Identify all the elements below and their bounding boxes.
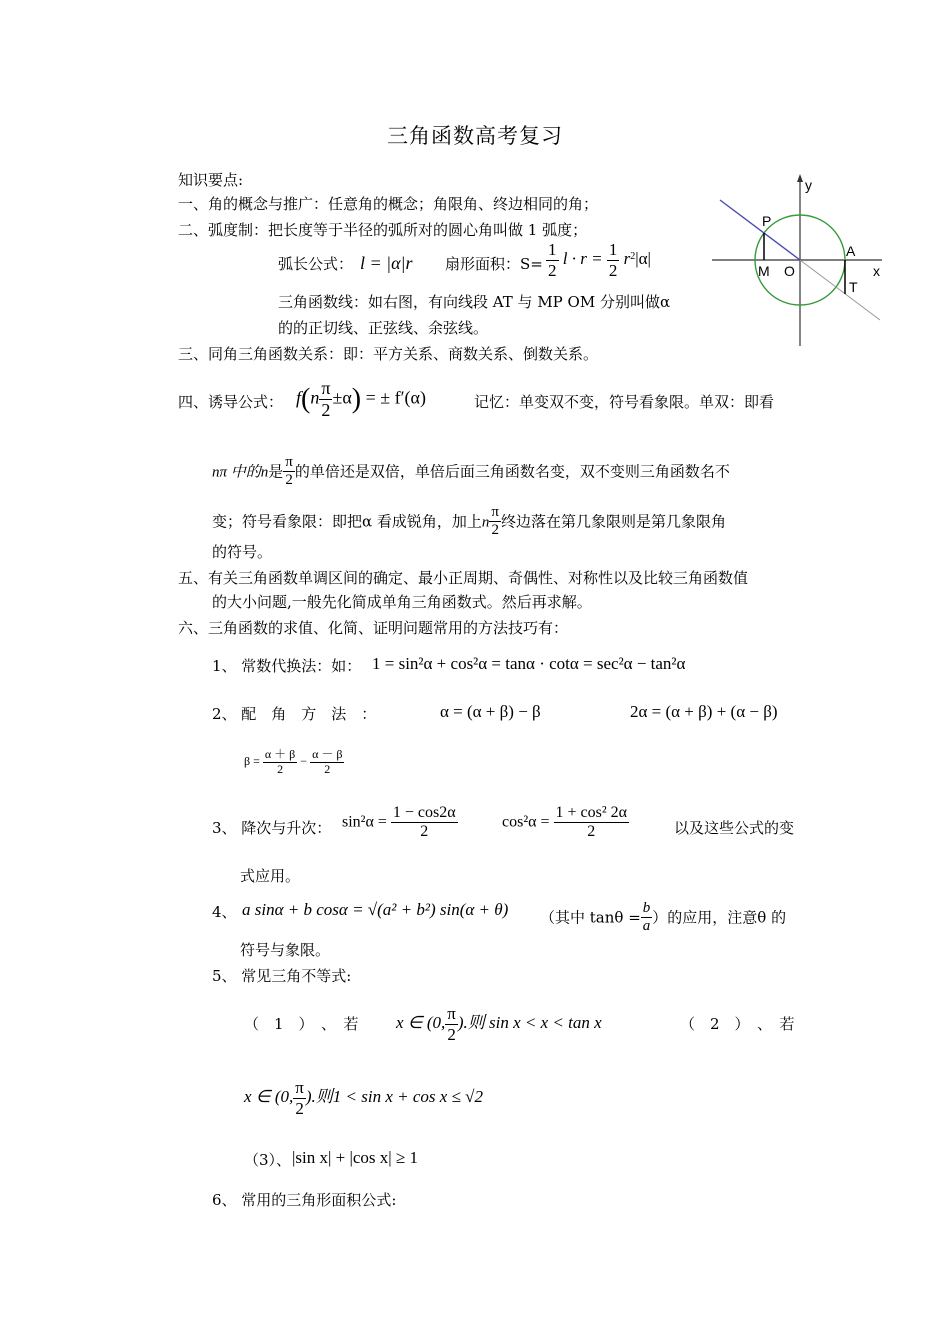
trig-line-text-2: 的的正切线、正弦线、余弦线。 [278,319,489,337]
induction-formula: f(n $\frac{\pi}{2}$ ±α) = ± f′(α) [296,378,426,420]
unit-circle-figure [708,172,888,348]
method-3-tail-2: 式应用。 [240,867,301,885]
inequality-1-formula: x ∈ (0, $\frac{\pi}{2}$ ).则 sin x < x < tan x [396,1004,602,1044]
inequality-3-label: （3）、 [244,1151,292,1169]
y-arrow [797,174,803,182]
intro-heading: 知识要点: [178,171,244,189]
section-3: 三、同角三角函数关系：即：平方关系、商数关系、倒数关系。 [178,345,599,363]
method-4-label: 4、 [212,903,237,921]
section-1: 一、角的概念与推广：任意角的概念；角限角、终边相同的角； [178,195,599,213]
section-2: 二、弧度制：把长度等于半径的弧所对的圆心角叫做 1 弧度； [178,221,588,239]
terminal-side [720,200,800,260]
method-2-formula-1: α = (α + β) − β [440,702,541,721]
section-5-line-2: 的大小问题,一般先化简成单角三角函数式。然后再求解。 [212,593,592,611]
sector-area-label: 扇形面积：S= [445,255,543,273]
section-4-line-4: 的符号。 [212,543,273,561]
section-4-line-2: nπ 中的n是 $\frac{\pi}{2}$ 的单倍还是双倍，单倍后面三角函数名变，双不变则三角函数名不 [212,454,730,489]
trig-line-text-1: 三角函数线：如右图，有向线段 AT 与 MP OM 分别叫做α [278,293,671,311]
arc-length-label: 弧长公式： [278,255,354,273]
method-5-label: 5、 常见三角不等式: [212,967,352,985]
extension-line [800,260,880,320]
label-P: P [762,213,772,229]
section-4-label: 四、诱导公式： [178,393,284,411]
method-3-formula-sin: sin²α = $\frac{1 - \cos 2\alpha}{2}$ [342,804,456,841]
method-2-label: 2、 配 角 方 法 ： [212,705,377,723]
method-4-tail-2: 符号与象限。 [240,941,331,959]
sector-area-formula: $\frac{1}{2}$ l · r = $\frac{1}{2}$ $r^2|\alpha|$ [548,240,651,280]
page-title: 三角函数高考复习 [387,124,563,148]
method-2-formula-2: 2α = (α + β) + (α − β) [630,702,778,721]
inequality-2-formula: x ∈ (0, $\frac{\pi}{2}$ ).则1 < sin x + cos x ≤ √2 [244,1078,483,1118]
method-3-label: 3、 降次与升次： [212,819,332,837]
method-4-formula: a sinα + b cosα = √(a² + b²) sin(α + θ) [242,900,509,919]
method-2-beta-formula: β = $\frac{\alpha + \beta}{2}$ − $\frac{\alpha - \beta}{2}$ [244,747,343,776]
section-4-line-3: 变；符号看象限：即把α 看成锐角，加上n $\frac{\pi}{2}$ 终边落在第几象限则是第几象限角 [212,504,726,539]
label-M: M [758,263,770,279]
label-T: T [849,279,858,295]
inequality-2-label: （ 2 ） 、 若 [680,1015,795,1033]
label-A: A [846,243,856,259]
method-3-formula-cos: cos²α = $\frac{\text{1 + cos² 2α}}{2}$ [502,804,628,841]
label-x: x [873,263,880,279]
method-1-formula: 1 = sin²α + cos²α = tanα · cotα = sec²α − tan²α [372,654,686,673]
arc-length-formula: l = |α|r [360,253,413,273]
method-3-tail: 以及这些公式的变 [674,819,795,837]
section-5-line-1: 五、有关三角函数单调区间的确定、最小正周期、奇偶性、对称性以及比较三角函数值 [178,569,749,587]
method-1-label: 1、 常数代换法：如： [212,657,362,675]
label-y: y [805,177,812,193]
method-6-label: 6、 常用的三角形面积公式: [212,1191,397,1209]
section-6: 六、三角函数的求值、化简、证明问题常用的方法技巧有： [178,619,569,637]
induction-memo: 记忆：单变双不变，符号看象限。单双：即看 [474,393,775,411]
inequality-1-label: （ 1 ） 、 若 [244,1015,359,1033]
label-O: O [784,263,795,279]
method-4-mid: （其中 tanθ = $\frac{b}{a}$ ）的应用，注意θ 的 [540,900,787,935]
inequality-3-formula: |sin x| + |cos x| ≥ 1 [292,1148,419,1167]
